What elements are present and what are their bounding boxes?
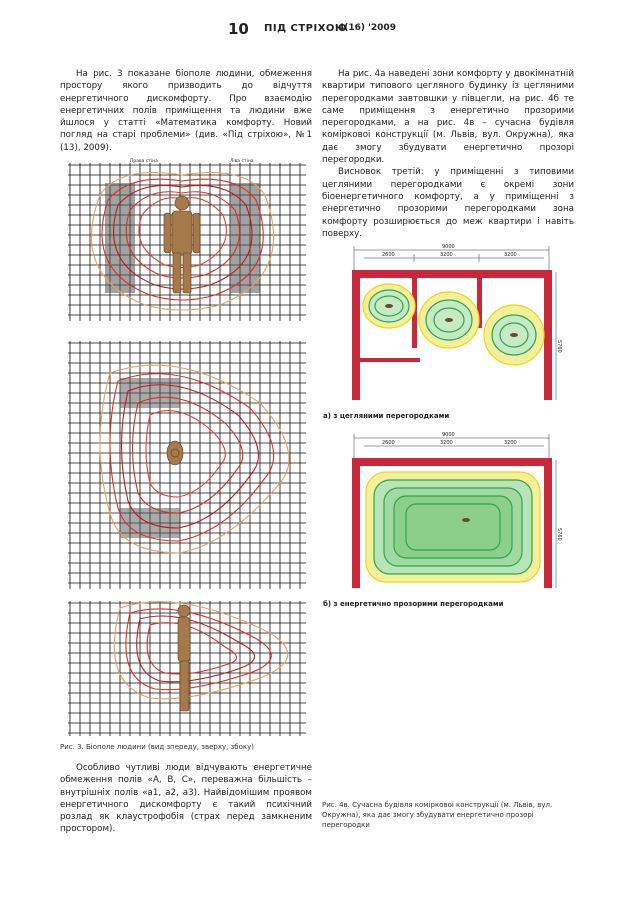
paragraph: На рис. 3 показане біополе людини, обмеження простору якого призводить до відчуття енергетичного дискомфорту. Про взаємодію енергетичних полів приміщення та людини вже йшлося у статті «Математика комфорту. Новий погляд на старі проблеми» (див. «Під стріхою», №1 (13), 2009). [60,69,312,153]
dim-2: 3200 [440,252,453,258]
wall-label-left: Ліва стіна [230,159,254,164]
figure4-caption: Рис. 4в. Сучасна будівля комірковоі конструкції (м. Львів, вул. Окружна), яка дає змогу збудувати енергетично прозорі перегородки [322,801,553,829]
paragraph: Висновок третій: у приміщенні з типовими цегляними перегородками є окремі зони біоенергетичного комфорту, а у приміщенні з енергетично прозорими перегородками зона комфорту розширюється до меж квартири і навіть поверху. [322,167,574,239]
left-text-top [60,68,312,154]
magazine-name: ПІД СТРІХОЮ [264,23,348,34]
right-text [322,68,574,240]
issue-number: 4(16) '2009 [338,23,396,33]
page-number: 10 [228,20,249,38]
biofield-top-view [60,333,310,593]
biofield-side-view [60,593,310,740]
page-header [0,20,634,40]
dim-total: 9000 [442,244,455,250]
floorplan-b-transparent-partitions [344,428,564,598]
dim-3: 3200 [504,252,517,258]
left-text-bottom [60,762,312,836]
floorplan-a-label: а) з цегляними перегородками [323,412,450,420]
wall-label-right: Права стіна [130,159,158,164]
floorplan-b-label: б) з енергетично прозорими перегородками [323,600,504,608]
dim-side: 5760 [556,340,562,353]
dim-1: 2600 [382,252,395,258]
dim-side: 5760 [556,528,562,541]
dim-3: 3200 [504,440,517,446]
biofield-front-view [60,155,310,325]
dim-1: 2600 [382,440,395,446]
paragraph: Особливо чутливі люди відчувають енергетичне обмеження полів «А, В, С», переважна більшість – внутрішніх полів «а1, а2, а3). Найвідомішим проявом енергетичного дискомфорту є такий психічний розлад як клаустрофобія (страх перед замкненим простором). [60,763,312,835]
figure3-caption: Рис. 3. Біополе людини (вид зпереду, зверху, збоку) [60,743,254,751]
paragraph: На рис. 4а наведені зони комфорту у двокімнатній квартири типового цегляного будинку із цегляними перегородками завтовшки у півцегли, на рис. 4б те саме приміщення з енергетично прозорими перегородками, а на рис. 4в – сучасна будівля комірковоі конструкції (м. Львів, вул. Окружна), яка дає змогу збудувати енергетично прозорі перегородки. [322,69,574,166]
floorplan-a-brick-partitions [344,240,564,410]
dim-2: 3200 [440,440,453,446]
dim-total: 9000 [442,432,455,438]
